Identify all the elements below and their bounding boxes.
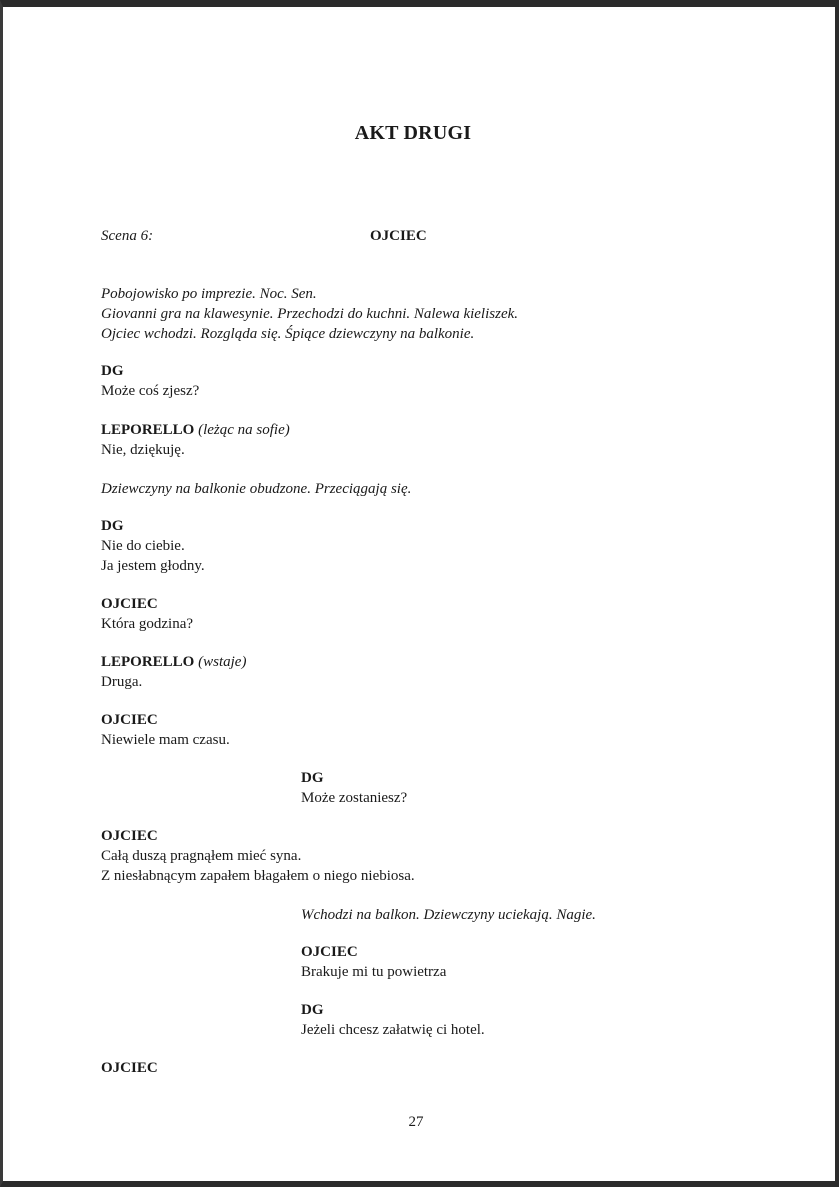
dialogue-line: Ja jestem głodny.	[101, 558, 205, 574]
stage-direction-line: Ojciec wchodzi. Rozgląda się. Śpiące dziewczyny na balkonie.	[101, 326, 475, 342]
dialogue-line: Druga.	[101, 674, 143, 690]
dialogue-line: Brakuje mi tu powietrza	[301, 964, 447, 980]
dialogue-line: Może coś zjesz?	[101, 383, 200, 399]
dialogue-block	[301, 942, 446, 982]
dialogue-block	[101, 516, 205, 576]
stage-direction: Wchodzi na balkon. Dziewczyny uciekają. Nagie.	[301, 907, 596, 923]
scene-label: Scena 6:	[101, 228, 154, 244]
dialogue-block	[101, 652, 246, 692]
speaker-name: OJCIEC	[101, 828, 158, 844]
dialogue-line: Jeżeli chcesz załatwię ci hotel.	[301, 1022, 485, 1038]
act-title: AKT DRUGI	[354, 122, 472, 144]
speaker-name: LEPORELLO	[101, 422, 195, 438]
dialogue-line: Może zostaniesz?	[301, 790, 408, 806]
stage-direction-line: Giovanni gra na klawesynie. Przechodzi do kuchni. Nalewa kieliszek.	[101, 306, 519, 322]
dialogue-line: Całą duszą pragnąłem mieć syna.	[101, 848, 302, 864]
speaker-name: OJCIEC	[101, 712, 158, 728]
page-number: 27	[408, 1114, 424, 1130]
scene-character: OJCIEC	[370, 228, 427, 244]
dialogue-block	[101, 361, 199, 401]
dialogue-block	[101, 710, 230, 750]
stage-direction: Dziewczyny na balkonie obudzone. Przeciągają się.	[101, 481, 412, 497]
dialogue-block	[301, 768, 407, 808]
speaker-name: OJCIEC	[101, 1060, 158, 1076]
speaker-name: LEPORELLO	[101, 654, 195, 670]
dialogue-line: Z niesłabnącym zapałem błagałem o niego niebiosa.	[101, 868, 415, 884]
speaker-name: DG	[301, 770, 324, 786]
stage-direction-opening	[101, 284, 518, 344]
dialogue-block	[301, 1000, 485, 1040]
dialogue-line: Niewiele mam czasu.	[101, 732, 230, 748]
dialogue-line: Nie, dziękuję.	[101, 442, 185, 458]
speaker-name: OJCIEC	[101, 596, 158, 612]
speaker-name: DG	[301, 1002, 324, 1018]
dialogue-line: Nie do ciebie.	[101, 538, 185, 554]
speaker-note: (leżąc na sofie)	[198, 422, 290, 438]
speaker-name: DG	[101, 363, 124, 379]
dialogue-block	[101, 594, 193, 634]
speaker-note: (wstaje)	[198, 654, 247, 670]
speaker-name: DG	[101, 518, 124, 534]
dialogue-block	[101, 420, 290, 460]
stage-direction-line: Pobojowisko po imprezie. Noc. Sen.	[101, 286, 317, 302]
dialogue-block	[101, 826, 415, 886]
dialogue-line: Która godzina?	[101, 616, 194, 632]
speaker-name: OJCIEC	[301, 944, 358, 960]
dialogue-block	[101, 1058, 158, 1078]
